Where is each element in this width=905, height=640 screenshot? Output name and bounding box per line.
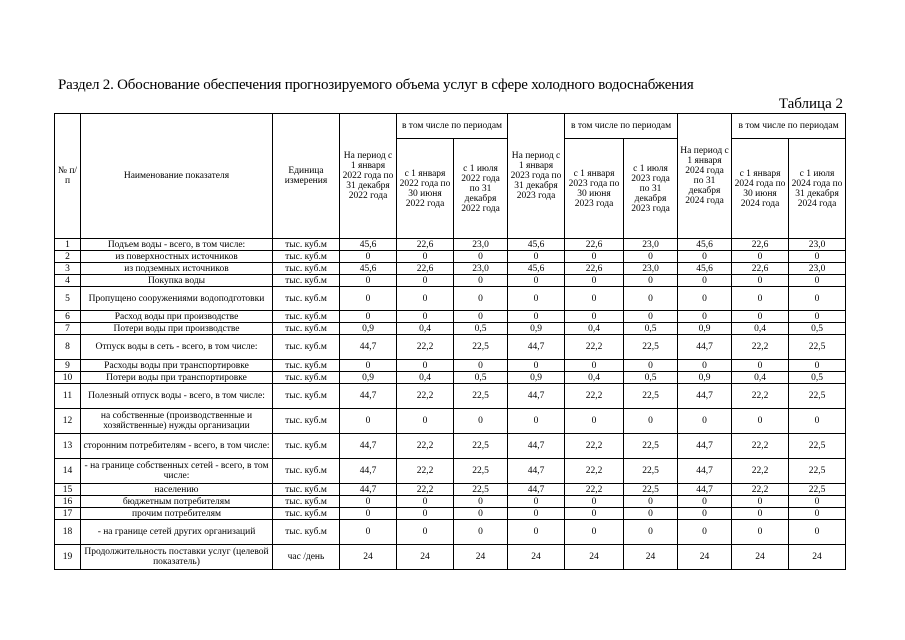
header-h2-2024: с 1 июля 2024 года по 31 декабря 2024 года bbox=[789, 139, 846, 239]
table-row bbox=[55, 311, 846, 323]
row-value: 44,7 bbox=[508, 484, 565, 496]
row-value: 0 bbox=[624, 496, 678, 508]
row-indicator-name: прочим потребителям bbox=[81, 508, 273, 520]
section-title: Раздел 2. Обоснование обеспечения прогнозируемого объема услуг в сфере холодного водоснабжения bbox=[58, 77, 694, 93]
water-supply-table bbox=[54, 113, 846, 570]
row-value: 0,9 bbox=[340, 372, 397, 384]
row-value: 0 bbox=[624, 520, 678, 545]
row-unit: час /день bbox=[273, 545, 340, 570]
row-value: 0 bbox=[340, 360, 397, 372]
row-value: 22,5 bbox=[624, 459, 678, 484]
row-value: 0,4 bbox=[732, 372, 789, 384]
table-row bbox=[55, 384, 846, 409]
row-value: 22,2 bbox=[565, 434, 624, 459]
row-value: 22,5 bbox=[454, 459, 508, 484]
row-number: 15 bbox=[55, 484, 81, 496]
row-value: 0 bbox=[454, 508, 508, 520]
row-value: 22,6 bbox=[732, 263, 789, 275]
table-row bbox=[55, 323, 846, 335]
row-value: 0 bbox=[508, 360, 565, 372]
row-indicator-name: Расходы воды при транспортировке bbox=[81, 360, 273, 372]
header-row-1 bbox=[55, 114, 846, 139]
row-value: 22,2 bbox=[732, 335, 789, 360]
row-value: 0 bbox=[678, 520, 732, 545]
row-value: 22,2 bbox=[565, 335, 624, 360]
row-value: 22,2 bbox=[397, 459, 454, 484]
row-value: 0 bbox=[624, 409, 678, 434]
table-row bbox=[55, 496, 846, 508]
header-in-periods-2022: в том числе по периодам bbox=[397, 114, 508, 139]
row-unit: тыс. куб.м bbox=[273, 484, 340, 496]
header-num: № п/п bbox=[55, 114, 81, 239]
row-value: 0 bbox=[454, 287, 508, 311]
row-value: 0 bbox=[624, 251, 678, 263]
row-unit: тыс. куб.м bbox=[273, 275, 340, 287]
row-value: 0 bbox=[397, 508, 454, 520]
table-row bbox=[55, 287, 846, 311]
row-value: 44,7 bbox=[678, 384, 732, 409]
row-value: 0,5 bbox=[454, 372, 508, 384]
row-value: 44,7 bbox=[678, 335, 732, 360]
row-value: 24 bbox=[624, 545, 678, 570]
row-value: 23,0 bbox=[789, 239, 846, 251]
row-value: 45,6 bbox=[508, 239, 565, 251]
table-row bbox=[55, 409, 846, 434]
row-value: 0 bbox=[789, 251, 846, 263]
row-value: 0 bbox=[454, 311, 508, 323]
row-unit: тыс. куб.м bbox=[273, 459, 340, 484]
row-value: 0 bbox=[789, 409, 846, 434]
row-value: 24 bbox=[508, 545, 565, 570]
row-value: 0 bbox=[624, 287, 678, 311]
row-value: 0,5 bbox=[789, 372, 846, 384]
row-value: 22,5 bbox=[624, 335, 678, 360]
row-value: 44,7 bbox=[340, 335, 397, 360]
row-value: 0 bbox=[340, 496, 397, 508]
row-value: 22,6 bbox=[565, 239, 624, 251]
row-value: 22,2 bbox=[397, 434, 454, 459]
row-value: 44,7 bbox=[678, 459, 732, 484]
row-value: 0 bbox=[678, 409, 732, 434]
row-unit: тыс. куб.м bbox=[273, 263, 340, 275]
table-row bbox=[55, 520, 846, 545]
row-unit: тыс. куб.м bbox=[273, 508, 340, 520]
row-indicator-name: Продолжительность поставки услуг (целевой показатель) bbox=[81, 545, 273, 570]
row-value: 44,7 bbox=[340, 384, 397, 409]
row-value: 0 bbox=[732, 275, 789, 287]
row-value: 24 bbox=[678, 545, 732, 570]
row-unit: тыс. куб.м bbox=[273, 287, 340, 311]
row-value: 0,5 bbox=[454, 323, 508, 335]
row-value: 45,6 bbox=[678, 263, 732, 275]
row-value: 22,2 bbox=[732, 459, 789, 484]
row-value: 22,5 bbox=[624, 384, 678, 409]
row-value: 0 bbox=[454, 409, 508, 434]
row-value: 0,9 bbox=[340, 323, 397, 335]
row-value: 22,2 bbox=[732, 434, 789, 459]
row-value: 22,2 bbox=[397, 335, 454, 360]
row-value: 44,7 bbox=[678, 484, 732, 496]
row-number: 12 bbox=[55, 409, 81, 434]
header-name: Наименование показателя bbox=[81, 114, 273, 239]
row-unit: тыс. куб.м bbox=[273, 323, 340, 335]
row-value: 24 bbox=[789, 545, 846, 570]
row-unit: тыс. куб.м bbox=[273, 251, 340, 263]
row-number: 19 bbox=[55, 545, 81, 570]
row-number: 10 bbox=[55, 372, 81, 384]
row-value: 0 bbox=[565, 508, 624, 520]
row-value: 22,6 bbox=[397, 239, 454, 251]
row-indicator-name: населению bbox=[81, 484, 273, 496]
row-indicator-name: Потери воды при транспортировке bbox=[81, 372, 273, 384]
row-value: 0,4 bbox=[397, 323, 454, 335]
row-value: 45,6 bbox=[340, 263, 397, 275]
row-number: 13 bbox=[55, 434, 81, 459]
row-indicator-name: Расход воды при производстве bbox=[81, 311, 273, 323]
row-value: 0,5 bbox=[624, 372, 678, 384]
row-value: 0 bbox=[397, 275, 454, 287]
row-value: 0 bbox=[340, 520, 397, 545]
table-row bbox=[55, 275, 846, 287]
row-indicator-name: Отпуск воды в сеть - всего, в том числе: bbox=[81, 335, 273, 360]
row-value: 0 bbox=[454, 275, 508, 287]
row-number: 1 bbox=[55, 239, 81, 251]
header-period-2022: На период с 1 января 2022 года по 31 декабря 2022 года bbox=[340, 114, 397, 239]
row-value: 0 bbox=[789, 287, 846, 311]
row-value: 23,0 bbox=[624, 239, 678, 251]
row-value: 0 bbox=[732, 520, 789, 545]
row-value: 0 bbox=[678, 496, 732, 508]
row-value: 0 bbox=[397, 287, 454, 311]
row-value: 44,7 bbox=[508, 434, 565, 459]
row-value: 0 bbox=[565, 409, 624, 434]
row-value: 0 bbox=[454, 360, 508, 372]
row-value: 0 bbox=[565, 520, 624, 545]
row-indicator-name: бюджетным потребителям bbox=[81, 496, 273, 508]
row-value: 24 bbox=[454, 545, 508, 570]
row-unit: тыс. куб.м bbox=[273, 311, 340, 323]
row-value: 0 bbox=[732, 508, 789, 520]
table-row bbox=[55, 545, 846, 570]
row-number: 18 bbox=[55, 520, 81, 545]
row-value: 0 bbox=[789, 311, 846, 323]
row-value: 0 bbox=[508, 496, 565, 508]
row-value: 0 bbox=[678, 508, 732, 520]
table-label: Таблица 2 bbox=[778, 96, 843, 112]
row-value: 22,5 bbox=[624, 434, 678, 459]
row-number: 17 bbox=[55, 508, 81, 520]
row-value: 22,6 bbox=[732, 239, 789, 251]
row-value: 0 bbox=[508, 508, 565, 520]
row-value: 23,0 bbox=[624, 263, 678, 275]
row-unit: тыс. куб.м bbox=[273, 434, 340, 459]
row-value: 0 bbox=[397, 496, 454, 508]
row-value: 0 bbox=[732, 409, 789, 434]
header-in-periods-2024: в том числе по периодам bbox=[732, 114, 846, 139]
row-value: 0 bbox=[508, 275, 565, 287]
row-value: 44,7 bbox=[508, 384, 565, 409]
row-unit: тыс. куб.м bbox=[273, 372, 340, 384]
table-row bbox=[55, 484, 846, 496]
row-value: 0 bbox=[678, 275, 732, 287]
row-value: 0,4 bbox=[565, 372, 624, 384]
row-unit: тыс. куб.м bbox=[273, 496, 340, 508]
row-value: 0 bbox=[732, 287, 789, 311]
row-value: 0 bbox=[508, 287, 565, 311]
row-value: 0 bbox=[397, 520, 454, 545]
row-number: 14 bbox=[55, 459, 81, 484]
row-value: 22,2 bbox=[732, 384, 789, 409]
header-h2-2022: с 1 июля 2022 года по 31 декабря 2022 года bbox=[454, 139, 508, 239]
row-value: 0 bbox=[789, 508, 846, 520]
row-value: 0 bbox=[340, 275, 397, 287]
row-value: 44,7 bbox=[508, 459, 565, 484]
row-value: 22,2 bbox=[565, 459, 624, 484]
row-value: 0 bbox=[732, 311, 789, 323]
row-value: 22,5 bbox=[454, 384, 508, 409]
row-value: 0 bbox=[454, 251, 508, 263]
row-unit: тыс. куб.м bbox=[273, 520, 340, 545]
row-indicator-name: сторонним потребителям - всего, в том числе: bbox=[81, 434, 273, 459]
row-value: 0 bbox=[678, 360, 732, 372]
header-period-2023: На период с 1 января 2023 года по 31 декабря 2023 года bbox=[508, 114, 565, 239]
row-value: 0,4 bbox=[565, 323, 624, 335]
row-value: 22,6 bbox=[397, 263, 454, 275]
row-value: 22,2 bbox=[397, 484, 454, 496]
row-number: 8 bbox=[55, 335, 81, 360]
table-row bbox=[55, 335, 846, 360]
row-value: 0 bbox=[340, 311, 397, 323]
row-value: 22,5 bbox=[624, 484, 678, 496]
row-value: 22,5 bbox=[789, 384, 846, 409]
table-row bbox=[55, 263, 846, 275]
row-unit: тыс. куб.м bbox=[273, 409, 340, 434]
row-value: 22,5 bbox=[454, 484, 508, 496]
row-number: 2 bbox=[55, 251, 81, 263]
row-value: 0 bbox=[624, 311, 678, 323]
row-value: 0,9 bbox=[678, 372, 732, 384]
row-value: 0 bbox=[732, 496, 789, 508]
header-h2-2023: с 1 июля 2023 года по 31 декабря 2023 года bbox=[624, 139, 678, 239]
row-value: 22,2 bbox=[397, 384, 454, 409]
row-value: 22,6 bbox=[565, 263, 624, 275]
row-value: 44,7 bbox=[340, 484, 397, 496]
row-value: 44,7 bbox=[508, 335, 565, 360]
row-value: 0 bbox=[565, 360, 624, 372]
table-row bbox=[55, 372, 846, 384]
row-value: 0,4 bbox=[732, 323, 789, 335]
row-number: 9 bbox=[55, 360, 81, 372]
row-value: 0 bbox=[397, 311, 454, 323]
row-value: 0,9 bbox=[678, 323, 732, 335]
row-value: 0 bbox=[565, 251, 624, 263]
row-value: 24 bbox=[397, 545, 454, 570]
row-number: 11 bbox=[55, 384, 81, 409]
row-number: 16 bbox=[55, 496, 81, 508]
row-indicator-name: Полезный отпуск воды - всего, в том числе: bbox=[81, 384, 273, 409]
row-value: 22,5 bbox=[789, 434, 846, 459]
row-value: 0 bbox=[624, 275, 678, 287]
row-value: 0 bbox=[508, 251, 565, 263]
row-value: 0 bbox=[340, 251, 397, 263]
row-value: 0 bbox=[508, 311, 565, 323]
row-value: 45,6 bbox=[508, 263, 565, 275]
row-value: 0 bbox=[565, 287, 624, 311]
table-row bbox=[55, 434, 846, 459]
row-value: 0 bbox=[624, 360, 678, 372]
row-value: 45,6 bbox=[340, 239, 397, 251]
row-value: 23,0 bbox=[789, 263, 846, 275]
row-unit: тыс. куб.м bbox=[273, 335, 340, 360]
row-indicator-name: Покупка воды bbox=[81, 275, 273, 287]
table-row bbox=[55, 459, 846, 484]
row-value: 0 bbox=[340, 508, 397, 520]
row-value: 22,5 bbox=[454, 434, 508, 459]
table-row bbox=[55, 360, 846, 372]
header-unit: Единица измерения bbox=[273, 114, 340, 239]
row-value: 0 bbox=[624, 508, 678, 520]
row-value: 0 bbox=[397, 360, 454, 372]
row-indicator-name: Пропущено сооружениями водоподготовки bbox=[81, 287, 273, 311]
row-value: 0 bbox=[454, 496, 508, 508]
row-value: 24 bbox=[732, 545, 789, 570]
row-indicator-name: - на границе сетей других организаций bbox=[81, 520, 273, 545]
row-value: 0 bbox=[340, 409, 397, 434]
row-indicator-name: из подземных источников bbox=[81, 263, 273, 275]
row-number: 3 bbox=[55, 263, 81, 275]
row-value: 24 bbox=[340, 545, 397, 570]
row-value: 0,4 bbox=[397, 372, 454, 384]
row-value: 44,7 bbox=[340, 434, 397, 459]
row-value: 0 bbox=[789, 360, 846, 372]
row-value: 0 bbox=[340, 287, 397, 311]
row-value: 22,5 bbox=[789, 484, 846, 496]
row-value: 0 bbox=[789, 275, 846, 287]
row-value: 22,2 bbox=[565, 384, 624, 409]
row-value: 0,5 bbox=[789, 323, 846, 335]
row-number: 7 bbox=[55, 323, 81, 335]
row-number: 6 bbox=[55, 311, 81, 323]
row-value: 0 bbox=[678, 251, 732, 263]
row-number: 5 bbox=[55, 287, 81, 311]
row-indicator-name: - на границе собственных сетей - всего, в том числе: bbox=[81, 459, 273, 484]
row-value: 22,2 bbox=[732, 484, 789, 496]
row-value: 23,0 bbox=[454, 239, 508, 251]
row-unit: тыс. куб.м bbox=[273, 239, 340, 251]
row-number: 4 bbox=[55, 275, 81, 287]
row-indicator-name: из поверхностных источников bbox=[81, 251, 273, 263]
row-value: 0 bbox=[508, 520, 565, 545]
table-row bbox=[55, 251, 846, 263]
row-value: 0,9 bbox=[508, 372, 565, 384]
row-unit: тыс. куб.м bbox=[273, 360, 340, 372]
table-row bbox=[55, 239, 846, 251]
header-h1-2022: с 1 января 2022 года по 30 июня 2022 года bbox=[397, 139, 454, 239]
row-value: 0,9 bbox=[508, 323, 565, 335]
table-row bbox=[55, 508, 846, 520]
header-in-periods-2023: в том числе по периодам bbox=[565, 114, 678, 139]
row-value: 44,7 bbox=[678, 434, 732, 459]
row-value: 0 bbox=[508, 409, 565, 434]
row-value: 0 bbox=[789, 520, 846, 545]
row-value: 0 bbox=[565, 275, 624, 287]
row-value: 0 bbox=[565, 311, 624, 323]
row-value: 0 bbox=[732, 251, 789, 263]
row-value: 22,2 bbox=[565, 484, 624, 496]
row-value: 0,5 bbox=[624, 323, 678, 335]
row-unit: тыс. куб.м bbox=[273, 384, 340, 409]
row-value: 44,7 bbox=[340, 459, 397, 484]
header-period-2024: На период с 1 января 2024 года по 31 декабря 2024 года bbox=[678, 114, 732, 239]
row-value: 0 bbox=[397, 251, 454, 263]
row-value: 0 bbox=[454, 520, 508, 545]
row-value: 22,5 bbox=[789, 335, 846, 360]
row-indicator-name: Подъем воды - всего, в том числе: bbox=[81, 239, 273, 251]
row-value: 24 bbox=[565, 545, 624, 570]
row-indicator-name: Потери воды при производстве bbox=[81, 323, 273, 335]
row-value: 0 bbox=[678, 311, 732, 323]
row-value: 0 bbox=[397, 409, 454, 434]
row-value: 0 bbox=[789, 496, 846, 508]
row-value: 23,0 bbox=[454, 263, 508, 275]
header-h1-2024: с 1 января 2024 года по 30 июня 2024 года bbox=[732, 139, 789, 239]
row-value: 22,5 bbox=[789, 459, 846, 484]
row-value: 0 bbox=[732, 360, 789, 372]
row-value: 22,5 bbox=[454, 335, 508, 360]
header-h1-2023: с 1 января 2023 года по 30 июня 2023 года bbox=[565, 139, 624, 239]
row-value: 45,6 bbox=[678, 239, 732, 251]
row-indicator-name: на собственные (производственные и хозяйственные) нужды организации bbox=[81, 409, 273, 434]
row-value: 0 bbox=[678, 287, 732, 311]
row-value: 0 bbox=[565, 496, 624, 508]
